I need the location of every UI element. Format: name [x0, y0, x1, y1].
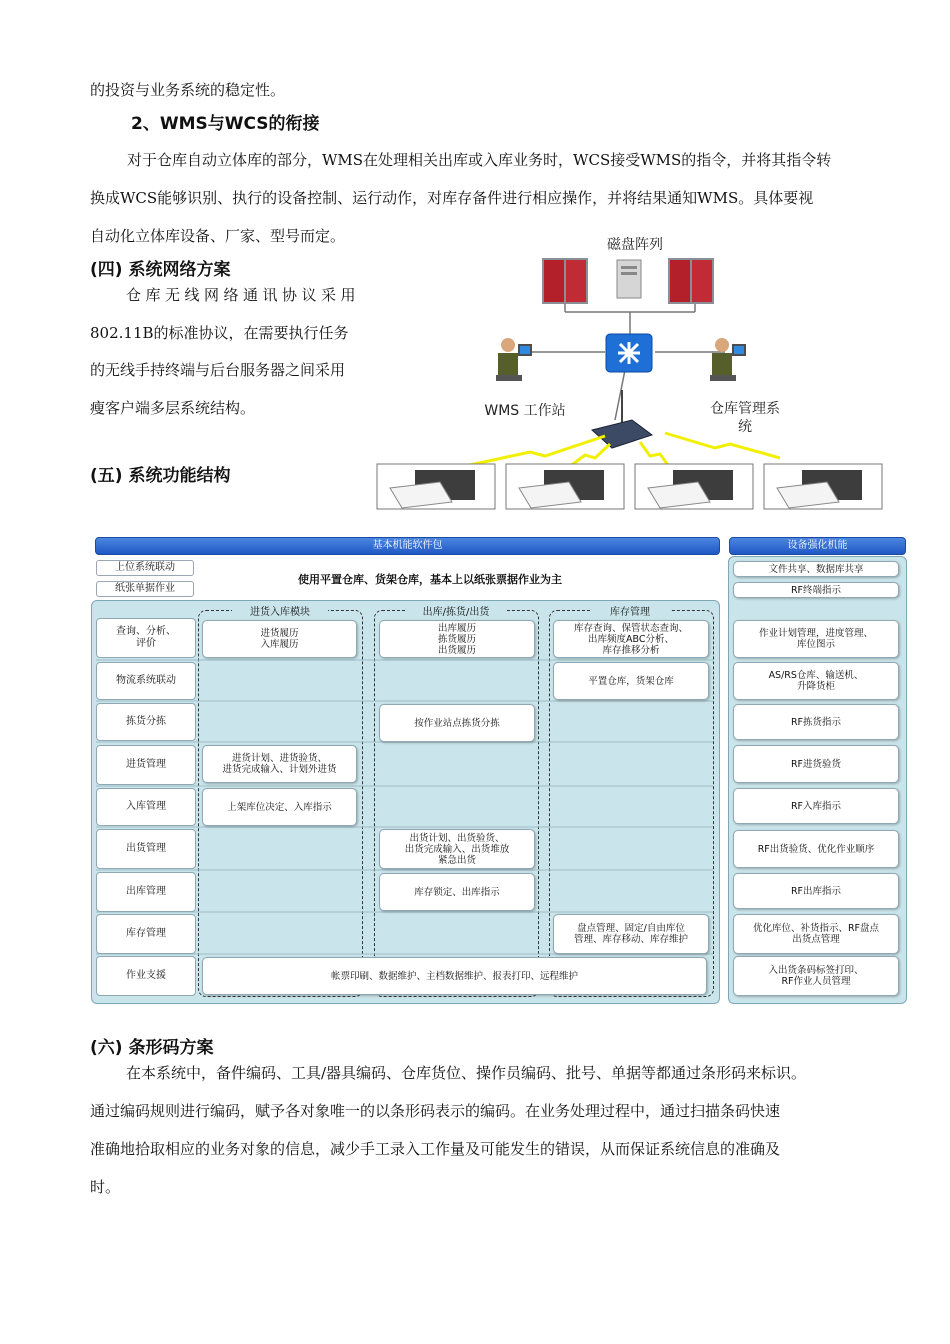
warehouse-system-label: 仓库管理系 统: [710, 401, 780, 435]
row-label-logistics: 物流系统联动: [96, 662, 196, 700]
cell-out-picking: 按作业站点拣货分拣: [379, 704, 535, 742]
ext-cell-rf-receive: RF进货验货: [733, 745, 899, 783]
cell-out-shipping: 出货计划、出货验货、 出货完成输入、出货堆放 紧急出货: [379, 829, 535, 869]
ext-cell-share: 文件共享、数据库共享: [733, 561, 899, 577]
row-label-receiving: 进货管理: [96, 745, 196, 785]
cell-out-history: 出库履历 拣货履历 出货履历: [379, 620, 535, 658]
tag-paper-forms: 纸张单据作业: [96, 581, 194, 597]
function-subtitle: 使用平置仓库、货架仓库，基本上以纸张票据作业为主: [298, 573, 562, 586]
paragraph-net-line1: 仓库无线网络通讯协议采用: [126, 286, 361, 304]
heading-barcode: (六) 条形码方案: [90, 1038, 214, 1058]
row-label-picking: 拣货分拣: [96, 703, 196, 741]
row-label-stock: 库存管理: [96, 914, 196, 954]
paragraph-top-line: 的投资与业务系统的稳定性。: [90, 81, 286, 99]
user-workstation-icon-left: [496, 338, 532, 381]
paragraph-wms-line3: 自动化立体库设备、厂家、型号而定。: [90, 227, 346, 245]
column-title-in: 进货入库模块: [232, 603, 328, 618]
network-diagram: [370, 230, 890, 515]
wms-station-label: WMS 工作站: [484, 403, 566, 419]
heading-wms-wcs: 2、WMS与WCS的衔接: [131, 114, 320, 134]
server-rack-icon-left: [542, 258, 588, 304]
cell-in-receiving: 进货计划、进货验货、 进货完成输入、计划外进货: [202, 745, 357, 783]
ext-cell-rf-ship: RF出货验货、优化作业顺序: [733, 830, 899, 868]
network-switch-icon: [606, 334, 652, 372]
column-title-stock: 库存管理: [590, 603, 670, 618]
printer-icon-1: [377, 464, 495, 509]
column-title-out: 出库/拣货/出货: [405, 603, 507, 618]
cell-in-history: 进货履历 入库履历: [202, 620, 357, 658]
cell-out-issue: 库存锁定、出库指示: [379, 873, 535, 911]
heading-network: (四) 系统网络方案: [90, 260, 231, 280]
ext-cell-asrs: AS/RS仓库、输送机、 升降货柜: [733, 662, 899, 700]
wireless-access-point-icon: [592, 390, 652, 448]
cell-stock-query: 库存查询、保管状态查询、 出库频度ABC分析、 库存推移分析: [553, 620, 709, 658]
paragraph-barcode-line2: 通过编码规则进行编码，赋予各对象唯一的以条形码表示的编码。在业务处理过程中，通过扫描条码快速: [90, 1102, 781, 1120]
printer-icon-2: [506, 464, 624, 509]
server-rack-icon-right: [668, 258, 714, 304]
cell-support: 帐票印刷、数据维护、主档数据维护、报表打印、远程维护: [202, 957, 707, 995]
ext-cell-plan: 作业计划管理，进度管理、 库位图示: [733, 620, 899, 658]
ext-cell-rf-terminal: RF终端指示: [733, 582, 899, 598]
paragraph-net-line2: 802.11B的标准协议，在需要执行任务: [90, 324, 349, 342]
heading-function: (五) 系统功能结构: [90, 466, 231, 486]
printer-icon-3: [635, 464, 753, 509]
row-label-outbound: 出库管理: [96, 872, 196, 912]
paragraph-wms-line2: 换成WCS能够识别、执行的设备控制、运行动作，对库存备件进行相应操作，并将结果通知WMS。具体要视: [90, 189, 814, 207]
paragraph-net-line3: 的无线手持终端与后台服务器之间采用: [90, 361, 346, 379]
server-tower-icon: [617, 260, 641, 298]
network-graphic: [370, 230, 890, 515]
cell-in-putaway: 上架库位决定、入库指示: [202, 788, 357, 826]
user-workstation-icon-right: [710, 338, 746, 381]
disk-array-label: 磁盘阵列: [607, 237, 663, 253]
paragraph-barcode-line3: 准确地拾取相应的业务对象的信息，减少手工录入工作量及可能发生的错误，从而保证系统信息的准确及: [90, 1140, 781, 1158]
equipment-extension-bar: 设备强化机能: [729, 537, 906, 555]
cell-stock-management: 盘点管理、固定/自由库位 管理、库存移动、库存维护: [553, 914, 709, 954]
ext-cell-rf-pick: RF拣货指示: [733, 704, 899, 740]
paragraph-net-line4: 瘦客户端多层系统结构。: [90, 399, 256, 417]
base-package-bar: 基本机能软件包: [95, 537, 720, 555]
row-label-shipping: 出货管理: [96, 829, 196, 869]
row-label-inbound: 入库管理: [96, 788, 196, 826]
cell-stock-warehouse: 平置仓库，货架仓库: [553, 662, 709, 700]
row-label-support: 作业支援: [96, 956, 196, 996]
paragraph-barcode-line4: 时。: [90, 1178, 121, 1196]
printer-icon-4: [764, 464, 882, 509]
paragraph-wms-line1: 对于仓库自动立体库的部分，WMS在处理相关出库或入库业务时，WCS接受WMS的指令，并将其指令转: [127, 151, 832, 169]
tag-upper-system: 上位系统联动: [96, 560, 194, 576]
row-label-query: 查询、分析、 评价: [96, 618, 196, 658]
ext-cell-label: 入出货条码标签打印、 RF作业人员管理: [733, 956, 899, 996]
paragraph-barcode-line1: 在本系统中，备件编码、工具/器具编码、仓库货位、操作员编码、批号、单据等都通过条形码来标识。: [126, 1064, 807, 1082]
ext-cell-rf-outbound: RF出库指示: [733, 873, 899, 909]
ext-cell-optimize: 优化库位、补货指示、RF盘点 出货点管理: [733, 914, 899, 954]
ext-cell-rf-inbound: RF入库指示: [733, 788, 899, 824]
